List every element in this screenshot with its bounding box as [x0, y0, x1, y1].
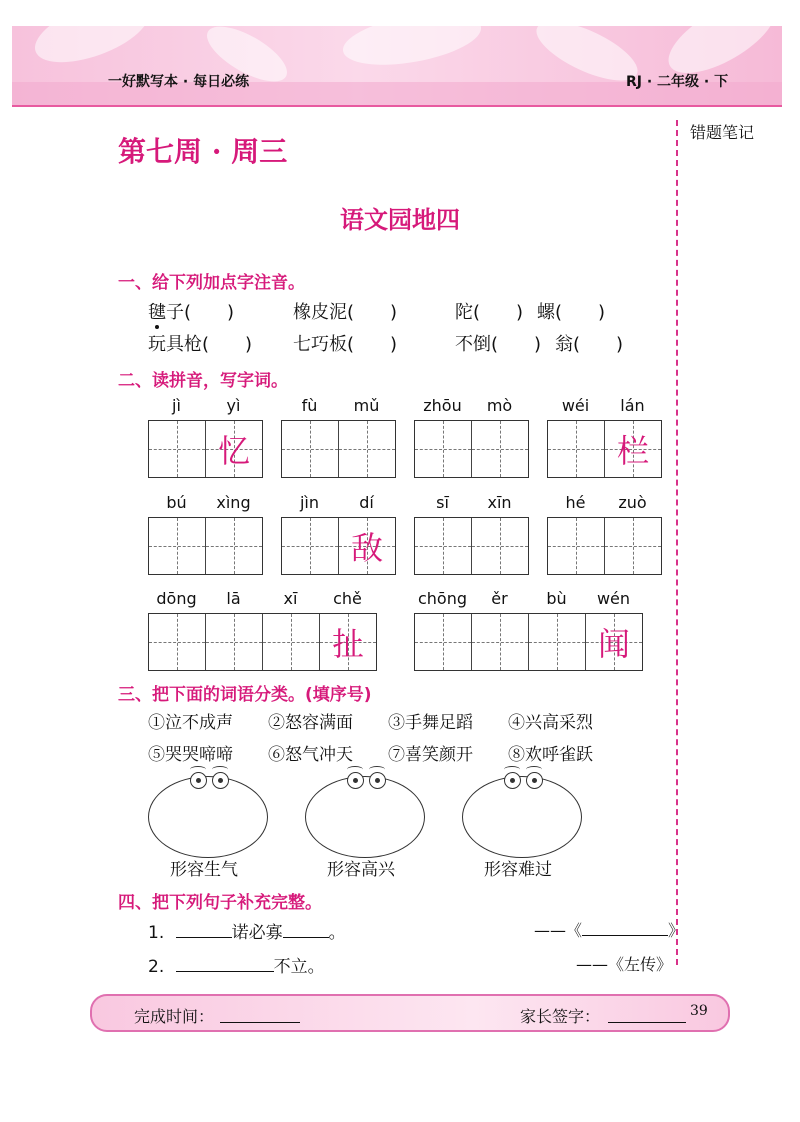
eye-icon	[347, 772, 364, 789]
given-character	[149, 518, 205, 574]
eyebrow-icon	[212, 766, 228, 773]
pinyin-syllable: dí	[359, 493, 374, 512]
given-character	[206, 614, 262, 670]
pinyin-syllable: yì	[226, 396, 241, 415]
notes-column-title: 错题笔记	[690, 123, 755, 142]
given-character	[415, 614, 471, 670]
writing-cell[interactable]	[529, 614, 586, 670]
given-character	[263, 614, 319, 670]
idiom-item: ⑧欢呼雀跃	[508, 745, 593, 765]
writing-cell[interactable]	[206, 518, 262, 574]
writing-grid	[414, 517, 529, 575]
category-label: 形容难过	[484, 860, 552, 880]
annotate-item-text: 不倒( )	[455, 334, 542, 355]
page-header-banner	[12, 26, 782, 106]
annotate-item	[148, 330, 252, 356]
writing-cell[interactable]	[320, 614, 376, 670]
given-character	[415, 421, 471, 477]
source-blank[interactable]	[582, 919, 668, 936]
given-character	[548, 518, 604, 574]
sentence-end: 。	[328, 923, 346, 943]
given-character	[149, 421, 205, 477]
annotate-item	[455, 298, 523, 324]
pinyin-syllable: ěr	[491, 589, 508, 608]
eyebrow-icon	[190, 766, 206, 773]
writing-cell[interactable]	[149, 614, 206, 670]
writing-cell[interactable]	[263, 614, 320, 670]
pinyin-syllable: mò	[486, 396, 513, 415]
writing-cell[interactable]	[206, 421, 262, 477]
pinyin-syllable: lán	[620, 396, 645, 415]
writing-cell[interactable]	[586, 614, 642, 670]
eye-icon	[212, 772, 229, 789]
given-character: 栏	[616, 432, 649, 470]
line-number: 1.	[148, 923, 165, 943]
given-character	[605, 518, 661, 574]
writing-cell[interactable]	[548, 421, 605, 477]
source-line-1	[534, 918, 684, 941]
category-label: 形容生气	[170, 860, 238, 880]
eye-icon	[504, 772, 521, 789]
header-divider	[12, 105, 782, 107]
section-3-title: 三、把下面的词语分类。(填序号)	[118, 685, 372, 705]
given-character: 扯	[331, 625, 364, 663]
eye-icon	[190, 772, 207, 789]
footer-bar	[90, 994, 730, 1032]
pinyin-syllable: wén	[596, 589, 631, 608]
writing-cell[interactable]	[415, 614, 472, 670]
idiom-item: ②怒容满面	[268, 713, 353, 733]
idiom-item: ⑦喜笑颜开	[388, 745, 473, 765]
line-number: 2.	[148, 957, 165, 977]
writing-grid	[547, 517, 662, 575]
answer-blank[interactable]	[176, 955, 274, 972]
writing-grid	[148, 613, 377, 671]
writing-cell[interactable]	[472, 421, 528, 477]
answer-blank[interactable]	[176, 921, 232, 938]
eye-icon	[526, 772, 543, 789]
category-oval[interactable]	[305, 776, 425, 858]
given-character: 忆	[217, 432, 250, 470]
completion-time-blank[interactable]	[220, 1006, 300, 1023]
pinyin-syllable: mǔ	[353, 396, 380, 415]
pinyin-syllable: wéi	[561, 396, 590, 415]
writing-cell[interactable]	[548, 518, 605, 574]
given-character	[206, 518, 262, 574]
writing-cell[interactable]	[149, 421, 206, 477]
annotate-item-text: 螺( )	[537, 302, 606, 323]
annotate-item-text: 陀( )	[455, 302, 524, 323]
writing-cell[interactable]	[339, 421, 395, 477]
annotate-item	[455, 330, 541, 356]
pinyin-syllable: xī	[283, 589, 298, 608]
completion-time-label: 完成时间：	[134, 1007, 215, 1026]
idiom-item: ③手舞足蹈	[388, 713, 473, 733]
annotate-item	[293, 330, 397, 356]
eye-icon	[369, 772, 386, 789]
pinyin-syllable: chě	[333, 589, 362, 608]
pinyin-syllable: lā	[226, 589, 241, 608]
annotate-item	[293, 298, 397, 324]
idiom-item: ⑤哭哭啼啼	[148, 745, 233, 765]
writing-cell[interactable]	[149, 518, 206, 574]
idiom-item: ④兴高采烈	[508, 713, 593, 733]
pinyin-syllable: fù	[301, 396, 318, 415]
given-character	[415, 518, 471, 574]
writing-grid	[414, 613, 643, 671]
section-1-title: 一、给下列加点字注音。	[118, 273, 305, 293]
source-line-2: ——《左传》	[576, 955, 673, 974]
writing-grid	[547, 420, 662, 478]
source-suffix: 》	[668, 921, 685, 940]
pinyin-syllable: xīn	[487, 493, 512, 512]
writing-grid	[414, 420, 529, 478]
writing-grid	[281, 420, 396, 478]
writing-grid	[148, 517, 263, 575]
sentence-line-1	[148, 918, 346, 943]
idiom-item: ⑥怒气冲天	[268, 745, 353, 765]
sentence-line-2	[148, 952, 325, 977]
writing-cell[interactable]	[206, 614, 263, 670]
eyebrow-icon	[526, 766, 542, 773]
annotate-item	[537, 298, 605, 324]
given-character	[472, 518, 528, 574]
sentence-text: 诺必寡	[231, 923, 283, 943]
writing-cell[interactable]	[605, 421, 661, 477]
week-day-heading: 第七周 · 周三	[118, 135, 288, 168]
sentence-text: 不立。	[273, 957, 325, 977]
header-series-title: 一好默写本 · 每日必练	[108, 74, 250, 90]
idiom-item: ①泣不成声	[148, 713, 233, 733]
given-character	[149, 614, 205, 670]
annotate-item: 毽子( )	[148, 298, 234, 324]
parent-signature-blank[interactable]	[608, 1006, 686, 1023]
given-character	[472, 421, 528, 477]
pinyin-syllable: zuò	[618, 493, 647, 512]
writing-cell[interactable]	[415, 518, 472, 574]
eyebrow-icon	[504, 766, 520, 773]
source-prefix: ——《	[534, 921, 583, 940]
writing-grid	[148, 420, 263, 478]
annotate-item-text: 玩具枪( )	[148, 334, 253, 355]
pinyin-syllable: jì	[172, 396, 181, 415]
annotate-item-text: 七巧板( )	[293, 334, 398, 355]
given-character	[529, 614, 585, 670]
given-character	[339, 421, 395, 477]
pinyin-syllable: chōng	[417, 589, 468, 608]
given-character	[548, 421, 604, 477]
writing-cell[interactable]	[282, 518, 339, 574]
writing-cell[interactable]	[472, 614, 529, 670]
pinyin-syllable: zhōu	[423, 396, 462, 415]
writing-cell[interactable]	[415, 421, 472, 477]
pinyin-syllable: dōng	[156, 589, 197, 608]
given-character	[282, 518, 338, 574]
annotate-item-text: 橡皮泥( )	[293, 302, 398, 323]
eyebrow-icon	[347, 766, 363, 773]
parent-signature-label: 家长签字：	[520, 1007, 601, 1026]
annotate-item	[555, 330, 623, 356]
writing-grid	[281, 517, 396, 575]
header-grade-label: RJ · 二年级 · 下	[626, 74, 729, 90]
given-character	[282, 421, 338, 477]
section-2-title: 二、读拼音，写字词。	[118, 371, 288, 391]
given-character: 敌	[350, 529, 383, 567]
pinyin-syllable: bú	[166, 493, 187, 512]
pinyin-syllable: sī	[436, 493, 449, 512]
given-character	[472, 614, 528, 670]
writing-cell[interactable]	[282, 421, 339, 477]
page-number: 39	[690, 1003, 708, 1019]
category-oval[interactable]	[148, 776, 268, 858]
given-character: 闻	[597, 625, 630, 663]
notes-column-divider	[676, 120, 680, 965]
annotate-item-rest: 子( )	[166, 302, 235, 323]
writing-cell[interactable]	[605, 518, 661, 574]
pinyin-syllable: hé	[565, 493, 586, 512]
category-label: 形容高兴	[327, 860, 395, 880]
category-oval[interactable]	[462, 776, 582, 858]
section-4-title: 四、把下列句子补充完整。	[118, 893, 322, 913]
pinyin-syllable: bù	[546, 589, 567, 608]
answer-blank[interactable]	[283, 921, 329, 938]
annotate-item-text: 翁( )	[555, 334, 624, 355]
pinyin-syllable: jìn	[299, 493, 320, 512]
lesson-title: 语文园地四	[340, 206, 460, 234]
writing-cell[interactable]	[472, 518, 528, 574]
eyebrow-icon	[369, 766, 385, 773]
pinyin-syllable: xìng	[216, 493, 251, 512]
writing-cell[interactable]	[339, 518, 395, 574]
